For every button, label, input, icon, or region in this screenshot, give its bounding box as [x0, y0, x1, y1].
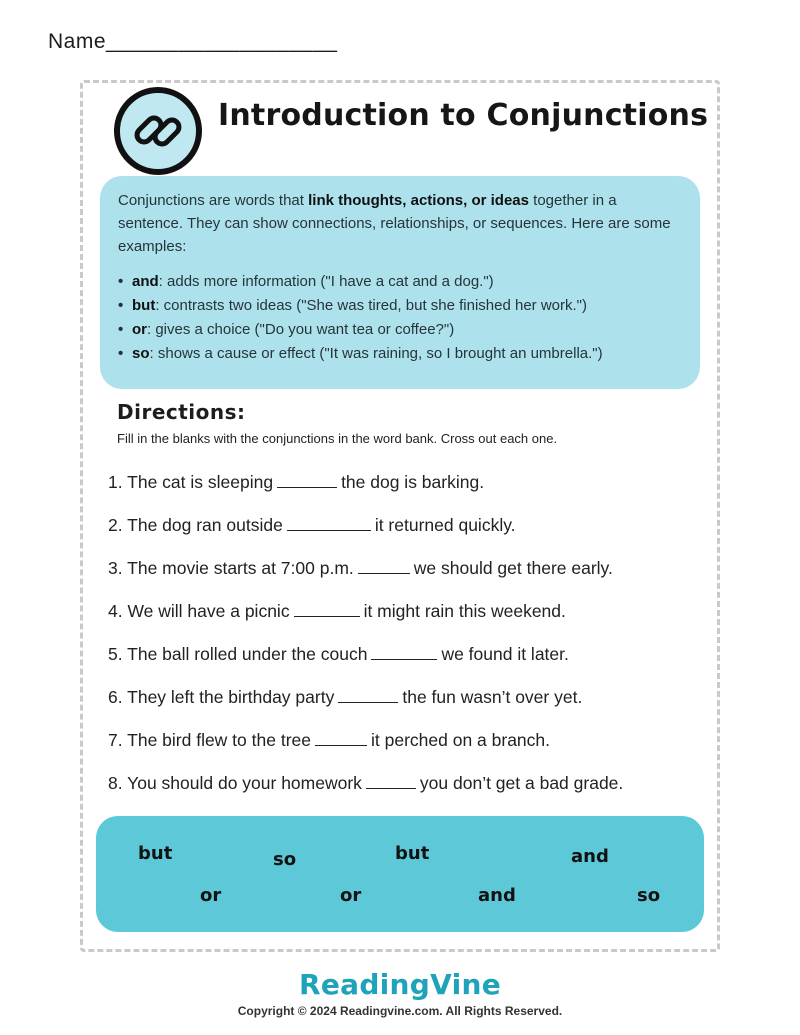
question-text: 2. The dog ran outside	[108, 515, 283, 535]
question-text: 4. We will have a picnic	[108, 601, 290, 621]
example-item	[118, 318, 682, 342]
word-bank-item[interactable]: or	[340, 885, 362, 906]
question-text: 7. The bird flew to the tree	[108, 730, 311, 750]
example-item	[118, 294, 682, 318]
question-text: 1. The cat is sleeping	[108, 472, 274, 492]
word-bank-item[interactable]: and	[571, 846, 609, 867]
answer-blank[interactable]	[294, 599, 360, 617]
directions-text: Fill in the blanks with the conjunctions in the word bank. Cross out each one.	[117, 431, 558, 446]
question-text-end: it returned quickly.	[374, 515, 516, 535]
example-term: or	[132, 321, 147, 338]
question-text: 8. You should do your homework	[108, 773, 362, 793]
chain-link-icon	[114, 87, 202, 175]
answer-blank[interactable]	[315, 728, 367, 746]
directions-heading: Directions:	[117, 400, 246, 424]
page-title: Introduction to Conjunctions	[218, 98, 709, 133]
example-desc: : contrasts two ideas ("She was tired, but she finished her work.")	[155, 297, 588, 314]
intro-text-end: together in a sentence. They can show connections, relationships, or sequences. Here are some examples:	[118, 192, 671, 255]
word-bank-item[interactable]: but	[138, 843, 173, 864]
question-text-end: we found it later.	[441, 644, 569, 664]
answer-blank[interactable]	[366, 771, 416, 789]
question-text-end: it perched on a branch.	[371, 730, 551, 750]
example-term: but	[132, 297, 156, 314]
word-bank	[96, 816, 704, 932]
question-text: 6. They left the birthday party	[108, 687, 335, 707]
answer-blank[interactable]	[277, 470, 337, 488]
question-5	[108, 642, 708, 685]
word-bank-item[interactable]: and	[478, 885, 516, 906]
question-text-end: the dog is barking.	[341, 472, 485, 492]
example-term: so	[132, 345, 150, 362]
question-text-end: it might rain this weekend.	[363, 601, 566, 621]
readingvine-logo: ReadingVine	[298, 968, 502, 1001]
examples-list	[118, 270, 682, 366]
intro-bold-text: link thoughts, actions, or ideas	[308, 192, 529, 209]
question-text-end: the fun wasn’t over yet.	[402, 687, 583, 707]
question-8	[108, 771, 708, 814]
word-bank-item[interactable]: or	[200, 885, 222, 906]
answer-blank[interactable]	[358, 556, 410, 574]
example-desc: : gives a choice ("Do you want tea or coffee?")	[147, 321, 455, 338]
answer-blank[interactable]	[371, 642, 437, 660]
example-desc: : shows a cause or effect ("It was raining, so I brought an umbrella.")	[149, 345, 603, 362]
example-item	[118, 342, 682, 366]
question-2	[108, 513, 708, 556]
question-text-end: you don’t get a bad grade.	[419, 773, 624, 793]
question-4	[108, 599, 708, 642]
question-7	[108, 728, 708, 771]
example-term: and	[132, 273, 159, 290]
word-bank-item[interactable]: so	[637, 885, 661, 906]
question-text: 5. The ball rolled under the couch	[108, 644, 368, 664]
answer-blank[interactable]	[338, 685, 398, 703]
name-line[interactable]: Name___________________	[48, 30, 338, 53]
question-list	[108, 470, 708, 814]
example-desc: : adds more information ("I have a cat and a dog.")	[158, 273, 494, 290]
question-text: 3. The movie starts at 7:00 p.m.	[108, 558, 354, 578]
intro-paragraph	[118, 189, 682, 258]
question-text-end: we should get there early.	[413, 558, 613, 578]
example-item	[118, 270, 682, 294]
question-1	[108, 470, 708, 513]
copyright-text: Copyright © 2024 Readingvine.com. All Rights Reserved.	[237, 1004, 563, 1018]
word-bank-item[interactable]: but	[395, 843, 430, 864]
intro-box	[100, 176, 700, 389]
answer-blank[interactable]	[287, 513, 371, 531]
word-bank-item[interactable]: so	[273, 849, 297, 870]
question-3	[108, 556, 708, 599]
question-6	[108, 685, 708, 728]
intro-text: Conjunctions are words that	[118, 192, 309, 209]
